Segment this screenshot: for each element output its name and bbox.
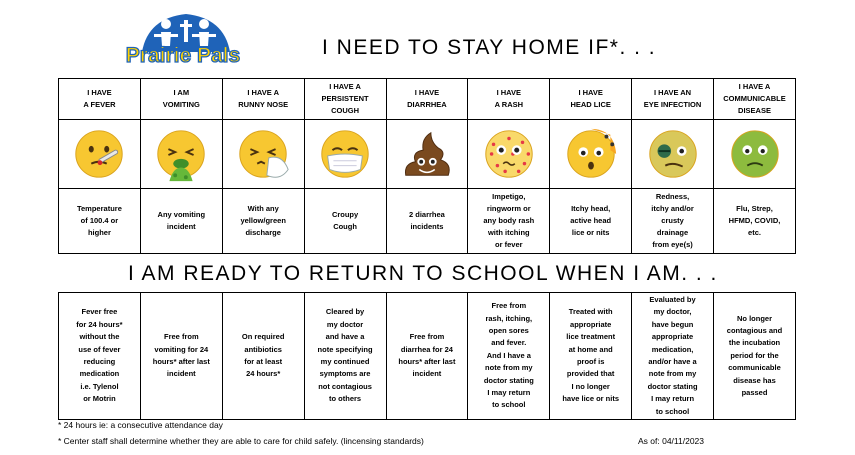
return-criteria-cell-line: passed (741, 388, 768, 398)
symptom-cell (304, 189, 386, 254)
return-criteria-cell-line: On required (241, 332, 285, 342)
return-criteria-cell-line: contagious and (726, 326, 783, 336)
return-criteria-cell (304, 293, 386, 420)
condition-header-row (59, 79, 796, 120)
symptom-cell-line: incident (166, 222, 196, 231)
return-criteria-cell (140, 293, 222, 420)
return-criteria-cell-line: open sores (488, 326, 529, 336)
symptom-cell (59, 189, 141, 254)
return-criteria-cell-line: note specifying (317, 344, 373, 354)
logo-graphic (108, 12, 258, 68)
symptom-cell (632, 189, 714, 254)
symptom-cell-line: lice or nits (571, 228, 610, 237)
return-criteria-cell-line: antibiotics (244, 344, 282, 354)
condition-header-cell-line: HEAD LICE (570, 100, 611, 109)
return-criteria-cell (714, 293, 796, 420)
condition-header-cell-line: I HAVE (496, 88, 522, 97)
return-criteria-cell-line: I no longer (571, 381, 610, 391)
symptom-cell-line: Flu, Strep, (736, 204, 773, 213)
return-criteria-cell-line: appropriate (651, 332, 694, 342)
condition-header-cell (140, 79, 222, 120)
fever-thermometer-face-icon (70, 125, 128, 183)
logo-text: Prairie Pals (125, 44, 241, 67)
return-criteria-cell-line: have lice or nits (562, 394, 620, 404)
symptom-cell (386, 189, 468, 254)
condition-header-cell-line: COUGH (331, 106, 360, 115)
condition-header-cell-line: I HAVE (578, 88, 603, 97)
return-criteria-cell-line: And I have a (486, 350, 531, 360)
symptom-cell-line: yellow/green (240, 216, 286, 225)
return-criteria-cell-line: not contagious (318, 381, 372, 391)
condition-header-cell-line: I HAVE AN (654, 88, 692, 97)
condition-header-cell (222, 79, 304, 120)
sick-green-face-icon (726, 125, 784, 183)
return-criteria-cell-line: I may return (651, 394, 695, 404)
symptom-cell (714, 189, 796, 254)
symptom-cell (468, 189, 550, 254)
return-criteria-cell-line: the incubation (728, 338, 781, 348)
footnote-staff: * Center staff shall determine whether they are able to care for child safely. (lincensing standards) (58, 436, 424, 446)
return-criteria-row (59, 293, 796, 420)
return-criteria-cell-line: hours* after last (398, 357, 456, 367)
symptom-cell-line: etc. (748, 228, 761, 237)
return-criteria-cell-line: vomiting for 24 (154, 344, 209, 354)
return-criteria-cell-line: to school (655, 406, 690, 416)
medical-mask-face-icon (316, 125, 374, 183)
return-criteria-cell-line: or Motrin (83, 394, 116, 404)
symptom-cell-line: Any vomiting (157, 210, 206, 219)
condition-header-cell-line: I HAVE (414, 88, 440, 97)
condition-header-cell-line: RUNNY NOSE (238, 100, 289, 109)
symptom-cell-line: Redness, (655, 192, 690, 201)
condition-icon-cell (714, 120, 796, 189)
condition-icon-cell (550, 120, 632, 189)
symptom-cell-line: any body rash (483, 216, 535, 225)
return-criteria-cell-line: and fever. (491, 338, 527, 348)
return-criteria-cell-line: No longer (737, 313, 772, 323)
condition-icon-row (59, 120, 796, 189)
return-criteria-cell (550, 293, 632, 420)
pile-of-poo-icon (398, 125, 456, 183)
return-criteria-cell-line: Treated with (568, 307, 613, 317)
return-criteria-cell-line: diarrhea for 24 (400, 344, 453, 354)
symptom-cell-line: from eye(s) (652, 240, 693, 249)
return-criteria-cell-line: note from my (648, 369, 697, 379)
vomiting-face-icon (152, 125, 210, 183)
return-criteria-cell-line: incident (412, 369, 442, 379)
return-criteria-cell-line: i.e. Tylenol (80, 381, 119, 391)
return-criteria-cell-line: my doctor (326, 319, 364, 329)
return-criteria-cell-line: medication (79, 369, 120, 379)
return-criteria-cell-line: for 24 hours* (76, 319, 123, 329)
symptom-cell-line: HFMD, COVID, (728, 216, 781, 225)
return-criteria-cell-line: reducing (83, 357, 116, 367)
symptom-cell-line: Cough (333, 222, 357, 231)
return-criteria-cell-line: appropriate (570, 319, 612, 329)
page-title: I NEED TO STAY HOME IF*. . . (322, 36, 657, 59)
condition-icon-cell (140, 120, 222, 189)
symptom-cell-line: drainage (656, 228, 689, 237)
symptom-cell-line: ringworm or (486, 204, 531, 213)
symptom-cell-line: itchy and/or (651, 204, 694, 213)
return-criteria-cell-line: disease has (733, 375, 776, 385)
return-criteria-cell (468, 293, 550, 420)
as-of-date: As of: 04/11/2023 (638, 436, 705, 446)
symptom-cell-line: incidents (410, 222, 444, 231)
return-criteria-cell (222, 293, 304, 420)
return-criteria-cell-line: to others (329, 394, 362, 404)
symptom-cell (550, 189, 632, 254)
return-criteria-cell-line: I may return (487, 388, 531, 398)
condition-header-cell-line: I HAVE A (247, 88, 280, 97)
sneezing-face-icon (234, 125, 292, 183)
return-criteria-cell-line: 24 hours* (246, 369, 281, 379)
symptom-cell-line: higher (87, 228, 111, 237)
return-criteria-cell-line: and/or have a (648, 357, 697, 367)
return-criteria-cell-line: doctor stating (647, 381, 698, 391)
condition-header-cell (59, 79, 141, 120)
symptom-cell-line: discharge (245, 228, 281, 237)
return-criteria-cell-line: medication, (651, 344, 694, 354)
condition-icon-cell (59, 120, 141, 189)
condition-header-cell-line: A RASH (494, 100, 524, 109)
return-criteria-cell-line: my continued (320, 357, 370, 367)
return-criteria-cell-line: Free from (491, 301, 527, 311)
condition-header-cell-line: VOMITING (162, 100, 200, 109)
head-lice-face-icon (562, 125, 620, 183)
return-criteria-cell (59, 293, 141, 420)
rash-face-icon (480, 125, 538, 183)
condition-header-cell-line: I HAVE A (329, 82, 361, 91)
return-criteria-cell-line: incident (166, 369, 196, 379)
return-criteria-cell-line: symptoms are (319, 369, 371, 379)
condition-icon-cell (386, 120, 468, 189)
condition-icon-cell (632, 120, 714, 189)
return-criteria-cell-line: my doctor, (653, 307, 692, 317)
symptom-cell-line: or fever (495, 240, 523, 249)
condition-icon-cell (468, 120, 550, 189)
return-criteria-cell-line: to school (492, 400, 526, 410)
return-criteria-cell-line: rash, itching, (485, 313, 533, 323)
return-table (58, 292, 796, 420)
return-criteria-cell (632, 293, 714, 420)
condition-icon-cell (304, 120, 386, 189)
return-criteria-cell-line: provided that (566, 369, 615, 379)
condition-header-cell (386, 79, 468, 120)
symptom-cell-line: active head (570, 216, 612, 225)
condition-header-cell-line: I HAVE A (738, 82, 771, 91)
return-criteria-cell-line: Free from (164, 332, 199, 342)
symptom-cell-line: 2 diarrhea (409, 210, 445, 219)
condition-header-cell-line: I AM (173, 88, 190, 97)
condition-header-cell (468, 79, 550, 120)
symptom-cell-line: With any (247, 204, 279, 213)
return-criteria-cell-line: communicable (728, 363, 781, 373)
condition-header-cell-line: PERSISTENT (321, 94, 369, 103)
condition-header-cell-line: EYE INFECTION (643, 100, 702, 109)
stay-home-table (58, 78, 796, 254)
return-criteria-cell-line: at home and (568, 344, 613, 354)
symptom-cell-line: of 100.4 or (80, 216, 119, 225)
return-criteria-cell-line: proof is (576, 357, 605, 367)
condition-header-cell-line: I HAVE (87, 88, 112, 97)
condition-header-cell-line: A FEVER (83, 100, 116, 109)
prairie-pals-logo (108, 12, 258, 68)
symptom-cell (222, 189, 304, 254)
symptom-cell-line: Croupy (331, 210, 359, 219)
symptom-cell (140, 189, 222, 254)
footnote-24-hours: * 24 hours ie: a consecutive attendance day (58, 420, 223, 430)
condition-icon-cell (222, 120, 304, 189)
return-criteria-cell-line: use of fever (78, 344, 121, 354)
condition-header-cell-line: DIARRHEA (407, 100, 447, 109)
symptom-cell-line: with itching (487, 228, 530, 237)
condition-header-cell (714, 79, 796, 120)
symptom-cell-line: Itchy head, (571, 204, 611, 213)
return-criteria-cell-line: note from my (485, 363, 533, 373)
condition-header-cell (632, 79, 714, 120)
return-criteria-cell-line: lice treatment (566, 332, 616, 342)
return-criteria-cell-line: and have a (325, 332, 365, 342)
symptom-cell-line: Impetigo, (492, 192, 526, 201)
condition-header-cell-line: COMMUNICABLE (723, 94, 786, 103)
symptom-row (59, 189, 796, 254)
return-criteria-cell-line: period for the (730, 350, 779, 360)
return-criteria-cell-line: Fever free (81, 307, 118, 317)
return-criteria-cell-line: have begun (651, 319, 694, 329)
return-criteria-cell-line: Free from (409, 332, 445, 342)
condition-header-cell (304, 79, 386, 120)
return-criteria-cell (386, 293, 468, 420)
symptom-cell-line: crusty (661, 216, 684, 225)
eye-infection-face-icon (644, 125, 702, 183)
condition-header-cell-line: DISEASE (738, 106, 771, 115)
return-banner: I AM READY TO RETURN TO SCHOOL WHEN I AM. . . (128, 262, 718, 285)
symptom-cell-line: Temperature (76, 204, 122, 213)
condition-header-cell (550, 79, 632, 120)
return-criteria-cell-line: without the (79, 332, 120, 342)
return-criteria-cell-line: Cleared by (325, 307, 365, 317)
return-criteria-cell-line: doctor stating (483, 375, 534, 385)
return-criteria-cell-line: for at least (244, 357, 283, 367)
return-criteria-cell-line: Evaluated by (649, 295, 696, 304)
return-criteria-cell-line: hours* after last (152, 357, 210, 367)
